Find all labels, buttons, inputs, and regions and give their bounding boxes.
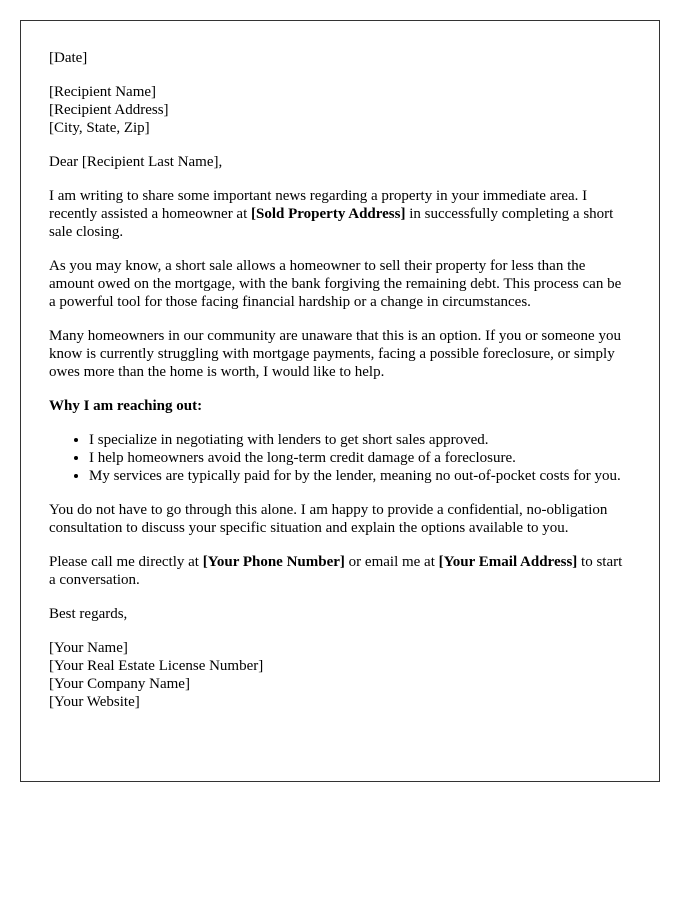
recipient-name: [Recipient Name] [49,84,157,100]
signature-company: [Your Company Name] [49,676,190,692]
salutation: Dear [Recipient Last Name], [49,154,223,170]
date-line [49,49,631,67]
paragraph-short-sale-explanation: As you may know, a short sale allows a homeowner to sell their property for less than the amount owed on the mortgage, with the bank forgiving the remaining debt. This process can be a powerful tool for those facing financial hardship or a change in circumstances. [49,258,622,310]
signature-block [49,639,631,711]
signature-name: [Your Name] [49,640,128,656]
contact-text-3: to start a conversation. [49,554,623,588]
paragraph-intro [49,187,631,241]
phone-number: [Your Phone Number] [202,554,345,570]
reasons-list [49,431,631,485]
email-address: [Your Email Address] [438,554,578,570]
recipient-city-state-zip: [City, State, Zip] [49,120,150,136]
paragraph-community: Many homeowners in our community are unaware that this is an option. If you or someone you know is currently struggling with mortgage payments, facing a possible foreclosure, or simply owes more than the home is worth, I would like to help. [49,328,621,380]
closing: Best regards, [49,606,128,622]
sold-property-address: [Sold Property Address] [251,206,406,222]
contact-text-1: Please call me directly at [49,554,203,570]
date: [Date] [49,50,88,66]
paragraph-consultation: You do not have to go through this alone. I am happy to provide a confidential, no-obligation consultation to discuss your specific situation and explain the options available to you. [49,502,608,536]
list-item: • I specialize in negotiating with lenders to get short sales approved. [89,431,631,449]
recipient-address: [Recipient Address] [49,102,169,118]
signature-license: [Your Real Estate License Number] [49,658,264,674]
paragraph-intro-text-1: I am writing to share some important news regarding a property in your immediate area. I recently assisted a homeowner at [49,188,588,222]
signature-website: [Your Website] [49,694,140,710]
why-heading: Why I am reaching out: [49,398,203,414]
paragraph-contact [49,553,631,589]
list-item: • I help homeowners avoid the long-term credit damage of a foreclosure. [89,449,631,467]
letter [20,20,660,782]
recipient-block [49,83,631,137]
list-item: • My services are typically paid for by the lender, meaning no out-of-pocket costs for you. [89,467,631,485]
contact-text-2: or email me at [344,554,439,570]
paragraph-intro-text-2: in successfully completing a short sale closing. [49,206,614,240]
